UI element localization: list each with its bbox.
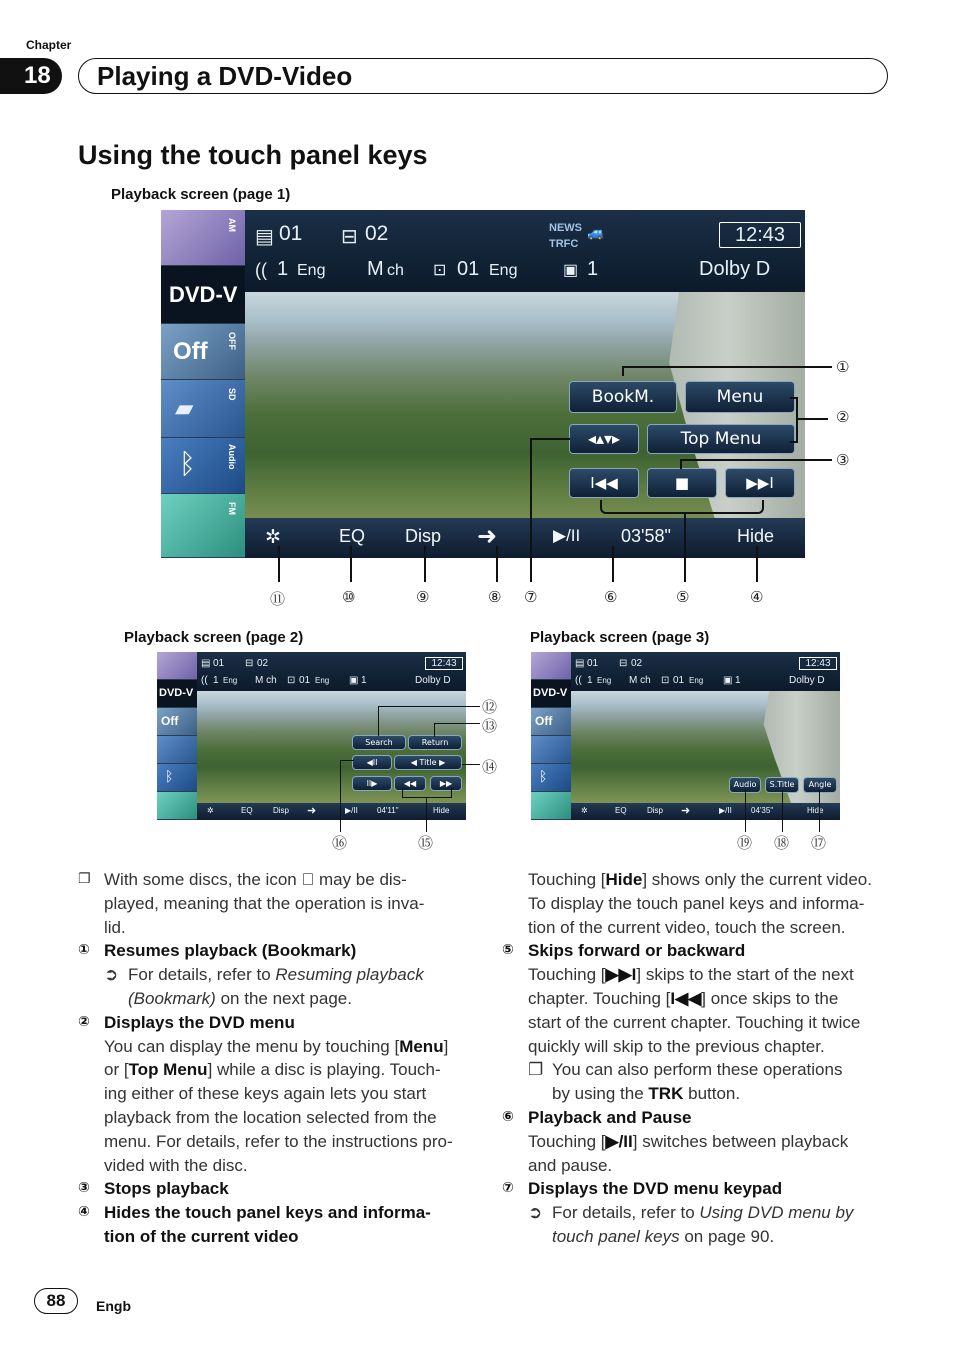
marker-12: ⑫	[482, 698, 498, 716]
subtitle-lang-3: Eng	[689, 676, 704, 685]
sidebar-off-3[interactable]	[531, 708, 571, 736]
sidebar-off-label-3: Off	[535, 714, 553, 728]
sidebar-off-2[interactable]	[157, 708, 197, 736]
bottom-bar	[245, 518, 805, 558]
leader-15-bracket	[402, 788, 452, 798]
item-6-title: Playback and Pause	[528, 1107, 692, 1127]
eq-button-3[interactable]: EQ	[615, 806, 627, 815]
leader-2b	[798, 418, 828, 420]
bluetooth-icon-2: ᛒ	[165, 768, 174, 784]
item-5-l1c: ] skips to the start of the next	[636, 965, 854, 985]
note1-text-d: lid.	[104, 917, 126, 937]
marker-6: ⑥	[604, 588, 618, 606]
leader-8	[496, 546, 498, 582]
item-5-note	[502, 1058, 898, 1106]
bookmark-button[interactable]: BookM.	[569, 381, 677, 413]
subtitle-lang: Eng	[489, 262, 518, 279]
item-1-heading	[78, 939, 470, 963]
sidebar-fm-3[interactable]	[531, 792, 571, 820]
bluetooth-icon-3: ᛒ	[539, 768, 548, 784]
marker-4: ④	[750, 588, 764, 606]
angle-number-2: 1	[361, 675, 367, 686]
slow-back-button[interactable]	[352, 755, 392, 770]
menu-button[interactable]: Menu	[685, 381, 795, 413]
item-5-heading	[502, 939, 898, 963]
sidebar-am-2[interactable]	[157, 652, 197, 680]
subtitle-icon: ⊡	[433, 262, 447, 279]
item-6-number: ⑥	[502, 1108, 514, 1125]
arrow-bullet-icon-2: ➲	[528, 1203, 543, 1223]
subtitle-button[interactable]: S.Title	[765, 777, 799, 793]
item-7-number: ⑦	[502, 1180, 514, 1197]
arrows-icon: ◂▴▾▸	[587, 429, 621, 448]
audio-icon: ((	[255, 260, 267, 280]
hide-l2: To display the touch panel keys and informa-	[528, 893, 865, 913]
item-7-ref-a: For details, refer to	[552, 1203, 695, 1223]
settings-icon-3[interactable]: ✲	[581, 806, 588, 815]
leader-2	[790, 397, 798, 443]
language-code: Engb	[96, 1298, 131, 1314]
chapter-icon-3: ⊟	[619, 658, 628, 669]
chapter-number: 02	[365, 222, 389, 245]
dolby-label: Dolby D	[699, 258, 771, 280]
note1-text-b: may be dis-	[318, 870, 407, 889]
item-2-l1c: ]	[443, 1036, 449, 1056]
title-label: Title	[419, 758, 437, 767]
audio-number-3: 1	[587, 675, 593, 686]
slow-forward-button[interactable]	[352, 776, 392, 791]
stop-icon: ■	[674, 474, 690, 492]
hide-button-3[interactable]: Hide	[807, 806, 824, 815]
sidebar-am[interactable]	[161, 210, 245, 266]
hide-description	[502, 868, 898, 939]
disp-button-3[interactable]: Disp	[647, 806, 664, 815]
marker-18: ⑱	[774, 834, 790, 852]
elapsed-time-2: 04'11"	[377, 806, 399, 815]
item-2-l3: ing either of these keys again lets you start	[104, 1084, 427, 1104]
item-1-title: Resumes playback (Bookmark)	[104, 941, 357, 961]
item-5-l2a: chapter. Touching [	[528, 988, 671, 1008]
hide-l1a: Touching [	[528, 870, 606, 889]
angle-icon: ▣	[563, 262, 579, 279]
item-2-number: ②	[78, 1013, 90, 1030]
sidebar-fm[interactable]	[161, 494, 245, 558]
sidebar-bluetooth[interactable]	[161, 438, 245, 494]
sidebar-sd[interactable]	[161, 380, 245, 438]
leader-16	[340, 760, 354, 832]
status-bar-2	[197, 652, 466, 691]
subtitle-number: 01	[457, 258, 480, 280]
sidebar-fm-label: FM	[227, 502, 237, 515]
item-7-ref-link[interactable]: Using DVD menu by	[699, 1203, 854, 1223]
leader-10	[350, 546, 352, 582]
section-title: Using the touch panel keys	[78, 140, 428, 170]
sidebar-sd-2[interactable]	[157, 736, 197, 764]
next-page-icon-3[interactable]: ➜	[681, 805, 691, 817]
item-6-l1c: ] switches between playback	[632, 1131, 849, 1151]
item-5-note-b3: button.	[688, 1084, 741, 1104]
note1-text-a: With some discs, the icon	[104, 870, 297, 889]
item-2-l2c: ] while a disc is playing. Touch-	[207, 1060, 441, 1080]
item-2-top-menu-key: Top Menu	[128, 1060, 208, 1080]
sidebar-dvd-label-3: DVD-V	[533, 687, 568, 699]
search-button[interactable]: Search	[352, 735, 406, 750]
hide-l3: tion of the current video, touch the screen.	[528, 917, 846, 937]
subtitle-lang-2: Eng	[315, 676, 330, 685]
marker-3: ③	[836, 451, 850, 469]
leader-11	[278, 546, 280, 582]
skip-forward-icon: ▶▶I	[746, 474, 774, 492]
item-3-title: Stops playback	[104, 1179, 229, 1199]
channels-3: M ch	[629, 675, 651, 686]
item-1-reference	[78, 963, 470, 1011]
item-5-l4: quickly will skip to the previous chapter.	[528, 1036, 825, 1056]
item-1-ref-a: For details, refer to	[128, 965, 271, 985]
marker-8: ⑧	[488, 588, 502, 606]
item-5-number: ⑤	[502, 942, 514, 959]
item-5-l2c: ] once skips to the	[701, 988, 839, 1008]
note-invalid-icon	[78, 868, 470, 939]
title-prev-icon: ◀	[410, 758, 420, 767]
leader-15	[426, 798, 427, 832]
audio-icon-2: ((	[201, 675, 208, 686]
slow-forward-icon: II▶	[366, 779, 378, 788]
hide-l1c: ] shows only the current video.	[642, 870, 872, 889]
chapter-number: 18	[0, 58, 62, 94]
leader-18	[782, 790, 783, 832]
skip-back-icon: I◀◀	[590, 474, 618, 492]
leader-13	[434, 723, 480, 737]
sd-card-icon: ▰	[175, 395, 194, 422]
status-bar-3	[571, 652, 840, 691]
marker-9: ⑨	[416, 588, 430, 606]
title-next-icon: ▶	[436, 758, 446, 767]
note-box-icon: ❐	[78, 871, 91, 887]
next-page-icon[interactable]: ➜	[477, 523, 498, 550]
sidebar-bluetooth-2[interactable]	[157, 764, 197, 792]
sidebar-audio-label: Audio	[227, 444, 237, 470]
item-6-l1a: Touching [	[528, 1131, 606, 1151]
slow-back-icon: ◀II	[366, 758, 378, 767]
item-2-l1a: You can display the menu by touching [	[104, 1036, 400, 1056]
marker-2: ②	[836, 408, 850, 426]
hide-key: Hide	[605, 870, 643, 889]
sidebar-off-label-2: Off	[161, 714, 179, 728]
chapter-icon: ⊟	[341, 226, 358, 248]
source-sidebar-2	[157, 652, 197, 820]
item-7-heading	[502, 1177, 898, 1201]
subtitle-icon-2: ⊡	[287, 675, 296, 686]
sidebar-off-label: Off	[173, 338, 208, 365]
chapter-number-2: 02	[257, 658, 269, 669]
leader-9	[424, 546, 426, 582]
leader-5	[684, 514, 686, 582]
audio-button[interactable]: Audio	[729, 777, 761, 793]
item-7-title: Displays the DVD menu keypad	[528, 1179, 783, 1199]
chapter-title: Playing a DVD-Video	[78, 58, 888, 94]
source-sidebar-3	[531, 652, 571, 820]
item-1-ref-link[interactable]: Resuming playback	[275, 965, 424, 985]
angle-icon-3: ▣	[723, 675, 733, 686]
marker-1: ①	[836, 358, 850, 376]
item-7-reference	[502, 1201, 898, 1249]
item-5-l1a: Touching [	[528, 965, 606, 985]
fast-forward-icon: ▶▶	[439, 779, 453, 788]
item-3-number: ③	[78, 1180, 90, 1197]
disp-button-2[interactable]: Disp	[273, 806, 290, 815]
trfc-label: TRFC	[549, 238, 579, 250]
title-number-3: 01	[587, 658, 599, 669]
play-pause-button-2[interactable]: ▶/II	[345, 806, 358, 815]
leader-6	[612, 546, 614, 582]
settings-icon[interactable]: ✲	[265, 527, 281, 548]
play-pause-key: ▶/II	[605, 1131, 633, 1151]
screen2-caption: Playback screen (page 2)	[124, 629, 304, 646]
title-number-2: 01	[213, 658, 225, 669]
channels-2: M ch	[255, 675, 277, 686]
screen1-caption: Playback screen (page 1)	[111, 186, 291, 203]
sidebar-dvd-2[interactable]	[157, 680, 197, 708]
title-icon-2: ▤	[201, 658, 211, 669]
item-2-heading	[78, 1011, 470, 1035]
bluetooth-icon: ᛒ	[179, 448, 196, 479]
marker-13: ⑬	[482, 717, 498, 735]
dolby-2: Dolby D	[415, 675, 451, 686]
marker-5: ⑤	[676, 588, 690, 606]
right-column	[502, 868, 898, 1249]
item-6-l2: and pause.	[528, 1155, 613, 1175]
item-4-number: ④	[78, 1204, 90, 1221]
leader-19	[745, 790, 746, 832]
leader-1	[622, 366, 832, 376]
item-4-title-b: tion of the current video	[104, 1226, 299, 1246]
traffic-car-icon: 🚙	[587, 224, 605, 240]
item-3-heading	[78, 1177, 470, 1201]
item-4-title-a: Hides the touch panel keys and informa-	[104, 1203, 431, 1223]
skip-back-key: I◀◀	[670, 988, 702, 1008]
sidebar-dvd-label: DVD-V	[169, 282, 238, 307]
item-2-body	[78, 1035, 470, 1178]
left-column	[78, 868, 470, 1249]
leader-5-bracket	[600, 500, 764, 514]
marker-7: ⑦	[524, 588, 538, 606]
item-7-ref-b: on page 90.	[684, 1226, 775, 1246]
title-icon: ▤	[255, 226, 274, 248]
item-2-l5: menu. For details, refer to the instructions pro-	[104, 1131, 453, 1151]
angle-number-3: 1	[735, 675, 741, 686]
marker-14: ⑭	[482, 758, 498, 776]
play-pause-button[interactable]: ▶/II	[553, 526, 581, 545]
sidebar-off-side-label: OFF	[227, 332, 237, 350]
sidebar-am-3[interactable]	[531, 652, 571, 680]
skip-back-button[interactable]	[569, 468, 639, 498]
note1-text-c: played, meaning that the operation is inva-	[104, 893, 425, 913]
sidebar-sd-3[interactable]	[531, 736, 571, 764]
sidebar-bluetooth-3[interactable]	[531, 764, 571, 792]
item-4-heading	[78, 1201, 470, 1249]
trk-button-label: TRK	[648, 1084, 684, 1104]
audio-icon-3: ((	[575, 675, 582, 686]
eq-button-2[interactable]: EQ	[241, 806, 253, 815]
angle-button[interactable]: Angle	[803, 777, 837, 793]
item-5-note-a: You can also perform these operations	[552, 1060, 843, 1080]
return-button[interactable]: Return	[408, 735, 462, 750]
audio-number: 1	[277, 258, 289, 280]
leader-3	[680, 459, 832, 469]
chapter-icon-2: ⊟	[245, 658, 254, 669]
item-2-l4: playback from the location selected from the	[104, 1107, 437, 1127]
subtitle-number-2: 01	[299, 675, 311, 686]
sidebar-dvd-label-2: DVD-V	[159, 687, 194, 699]
marker-17: ⑰	[811, 834, 827, 852]
item-5-note-b1: by using the	[552, 1084, 644, 1104]
item-1-number: ①	[78, 942, 90, 959]
menu-keypad-button[interactable]	[569, 424, 639, 454]
audio-lang-2: Eng	[223, 676, 238, 685]
sidebar-fm-2[interactable]	[157, 792, 197, 820]
top-menu-button[interactable]: Top Menu	[647, 424, 795, 454]
arrow-bullet-icon: ➲	[104, 965, 119, 985]
item-6-body	[502, 1130, 898, 1178]
subtitle-number-3: 01	[673, 675, 685, 686]
settings-icon-2[interactable]: ✲	[207, 806, 214, 815]
note-box-icon-2: ❐	[528, 1060, 544, 1080]
marker-11: ⑪	[270, 590, 286, 608]
next-page-icon-2[interactable]: ➜	[307, 805, 317, 817]
clock-2: 12:43	[425, 657, 463, 670]
angle-icon-2: ▣	[349, 675, 359, 686]
dolby-3: Dolby D	[789, 675, 825, 686]
elapsed-time-3: 04'35"	[751, 806, 774, 815]
sidebar-off[interactable]	[161, 324, 245, 380]
audio-number-2: 1	[213, 675, 219, 686]
sidebar-am-label: AM	[227, 218, 237, 232]
item-1-ref-link-2[interactable]: (Bookmark)	[128, 988, 216, 1008]
hide-button-2[interactable]: Hide	[433, 806, 450, 815]
audio-lang: Eng	[297, 262, 326, 279]
item-7-ref-link-2[interactable]: touch panel keys	[552, 1226, 680, 1246]
clock: 12:43	[719, 222, 801, 248]
leader-14	[462, 764, 480, 765]
stop-button[interactable]	[647, 468, 717, 498]
status-bar	[245, 210, 805, 292]
playback-screen-page3	[531, 652, 840, 820]
title-button[interactable]	[394, 755, 462, 770]
item-2-l2a: or [	[104, 1060, 129, 1080]
sidebar-dvd-3[interactable]	[531, 680, 571, 708]
play-pause-button-3[interactable]: ▶/II	[719, 806, 732, 815]
disp-button[interactable]: Disp	[405, 526, 442, 546]
item-2-menu-key: Menu	[399, 1036, 444, 1056]
item-2-l6: vided with the disc.	[104, 1155, 248, 1175]
marker-15: ⑮	[418, 834, 434, 852]
item-1-ref-b: on the next page.	[220, 988, 352, 1008]
item-2-title: Displays the DVD menu	[104, 1012, 295, 1032]
item-5-l3: start of the current chapter. Touching it twice	[528, 1012, 861, 1032]
hide-button[interactable]: Hide	[737, 526, 775, 546]
channels-suffix: ch	[387, 262, 404, 279]
sidebar-sd-label: SD	[227, 388, 237, 401]
chapter-number-3: 02	[631, 658, 643, 669]
channels: M	[367, 258, 384, 280]
marker-19: ⑲	[737, 834, 753, 852]
sidebar-dvd[interactable]	[161, 266, 245, 324]
skip-forward-key: ▶▶I	[605, 965, 637, 985]
rewind-icon: ◀◀	[403, 779, 417, 788]
screen3-caption: Playback screen (page 3)	[530, 629, 710, 646]
title-icon-3: ▤	[575, 658, 585, 669]
audio-lang-3: Eng	[597, 676, 612, 685]
page-number: 88	[34, 1288, 78, 1314]
leader-7	[530, 438, 570, 582]
chapter-label: Chapter	[26, 38, 72, 52]
skip-forward-button[interactable]	[725, 468, 795, 498]
elapsed-time: 03'58"	[621, 526, 671, 546]
bottom-bar-3	[571, 803, 840, 820]
title-number: 01	[279, 222, 303, 245]
source-sidebar	[161, 210, 245, 558]
marker-10: ⑩	[342, 588, 356, 606]
item-6-heading	[502, 1106, 898, 1130]
leader-4	[756, 546, 758, 582]
item-5-title: Skips forward or backward	[528, 941, 746, 961]
marker-16: ⑯	[332, 834, 348, 852]
angle-number: 1	[587, 258, 599, 280]
subtitle-icon-3: ⊡	[661, 675, 670, 686]
leader-17	[819, 790, 820, 832]
news-label: NEWS	[549, 222, 582, 234]
eq-button[interactable]: EQ	[339, 526, 366, 546]
clock-3: 12:43	[799, 657, 837, 670]
item-5-body	[502, 963, 898, 1058]
